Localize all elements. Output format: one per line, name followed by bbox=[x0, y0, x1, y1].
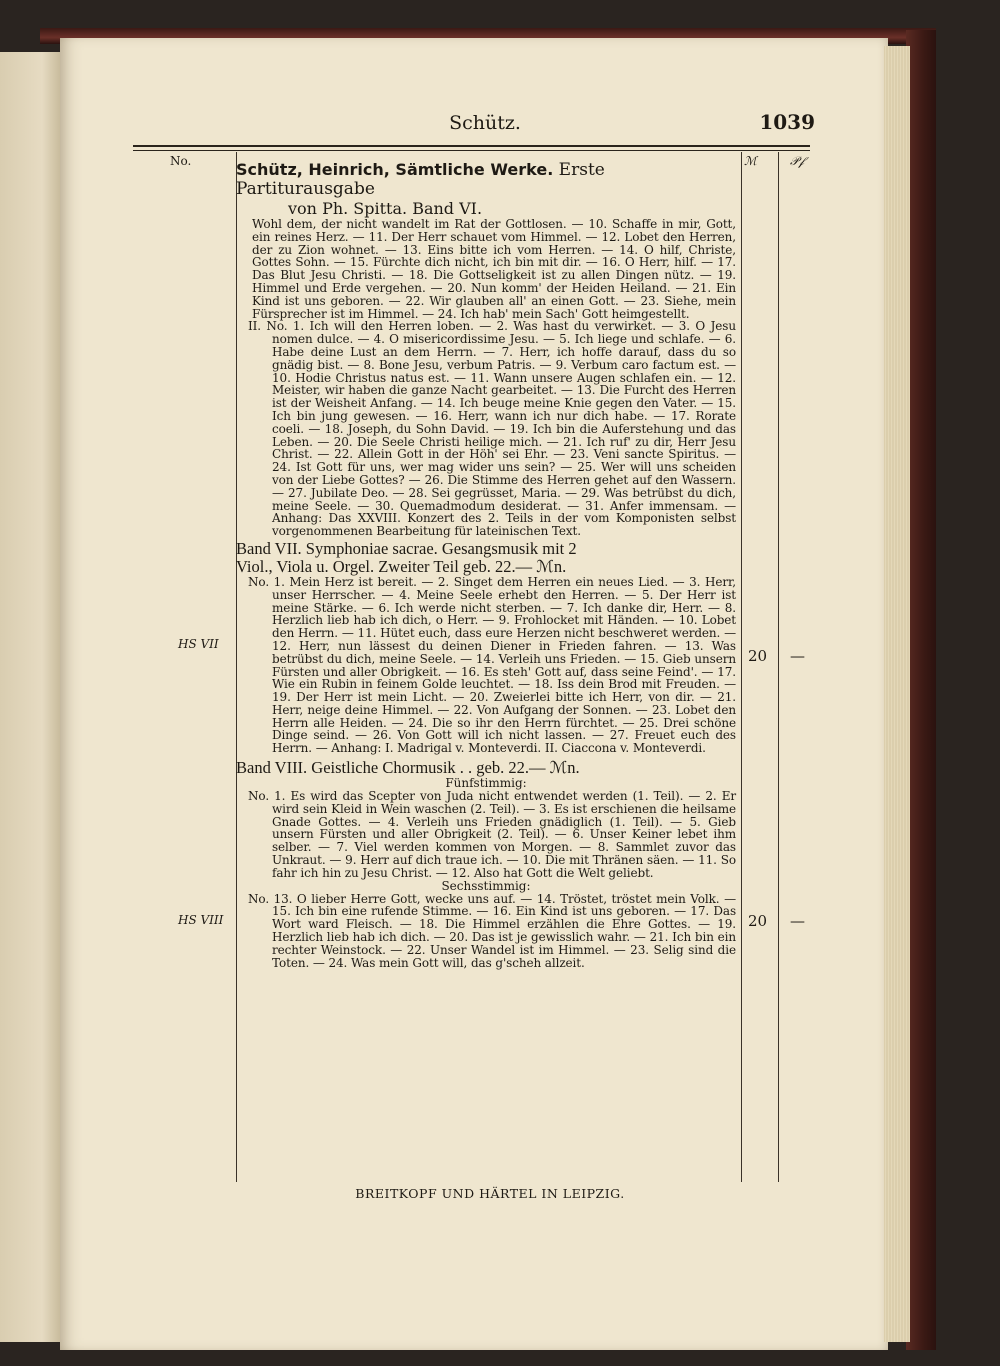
price-band8-pf: — bbox=[790, 912, 805, 930]
band6-contents-2: II. No. 1. Ich will den Herren loben. — 2. Was hast du verwirket. — 3. O Jesu nomen dulce. — 4. O misericordissime Jesu. — 5. Ich liege und schlafe. — 6. Habe deine Lust an dem Herrn. — 7. Herr, ich hoffe darauf, dass du so gnädig bist. — 8. Bone Jesu, verbum Patris. — 9. Verbum caro factum est. — 10. Hodie Christus natus est. — 11. Wann unsere Augen schlafen ein. — 12. Meister, wir haben die ganze Nacht gearbeitet. — 13. Die Furcht des Herren ist der Weisheit Anfang. — 14. Ich beuge meine Knie gegen den Vater. — 15. Ich bin jung gewesen. — 16. Herr, wann ich nur dich habe. — 17. Rorate coeli. — 18. Joseph, du Sohn David. — 19. Ich bin die Auferstehung und das Leben. — 20. Die Seele Christi heilige mich. — 21. Ich ruf' zu dir, Herr Jesu Christ. — 22. Allein Gott in der Höh' sei Ehr. — 23. Veni sancte Spiritus. — 24. Ist Gott für uns, wer mag wider uns sein? — 25. Wer will uns scheiden von der Liebe Gottes? — 26. Die Stimme des Herren gehet auf den Wassern. — 27. Jubilate Deo. — 28. Sei gegrüsset, Maria. — 29. Was betrübst du dich, meine Seele. — 30. Quemadmodum desiderat. — 31. Anfer immensam. — Anhang: Das XXVIII. Konzert des 2. Teils in der vom Komponisten selbst vorgenommenen Bearbeitung für lateinischen Text. bbox=[248, 319, 736, 539]
book-binding bbox=[906, 30, 936, 1350]
price-band8-m: 20 bbox=[748, 912, 768, 930]
band8-contents-1: No. 1. Es wird das Scepter von Juda nicht entwendet werden (1. Teil). — 2. Er wird sein Kleid in Wein waschen (2. Teil). — 3. Es ist erschienen die heilsame Gnade Gottes. — 4. Verleih uns Frieden gnädiglich (1. Teil). — 5. Gieb unsern Fürsten und aller Obrigkeit (2. Teil). — 6. Unser Keiner lebet ihm selber. — 7. Viel werden kommen von Morgen. — 8. Sammlet zuvor das Unkraut. — 9. Herr auf dich traue ich. — 10. Die mit Thränen säen. — 11. So fahr ich hin zu Jesu Christ. — 12. Also hat Gott die Welt geliebt. bbox=[248, 789, 736, 880]
entry-subtitle: von Ph. Spitta. Band VI. bbox=[288, 199, 483, 218]
band7-contents: No. 1. Mein Herz ist bereit. — 2. Singet dem Herren ein neues Lied. — 3. Herr, unser Herrscher. — 4. Meine Seele erhebt den Herren. — 5. Der Herr ist meine Stärke. — 6. Ich werde nicht sterben. — 7. Ich danke dir, Herr. — 8. Herzlich lieb hab ich dich, o Herr. — 9. Frohlocket mit Händen. — 10. Lobet den Herrn. — 11. Hütet euch, dass eure Herzen nicht beschweret werden. — 12. Herr, nun lässest du deinen Diener in Frieden fahren. — 13. Was betrübst du dich, meine Seele. — 14. Verleih uns Frieden. — 15. Gieb unsern Fürsten und aller Obrigkeit. — 16. Es steh' Gott auf, dass seine Feind'. — 17. Wie ein Rubin in feinem Golde leuchtet. — 18. Iss dein Brod mit Freuden. — 19. Der Herr ist mein Licht. — 20. Zweierlei bitte ich Herr, von dir. — 21. Herr, neige deine Himmel. — 22. Von Aufgang der Sonnen. — 23. Lobet den Herrn alle Heiden. — 24. Die so ihr den Herrn fürchtet. — 25. Drei schöne Dinge seind. — 26. Von Gott will ich nicht lassen. — 27. Freuet euch des Herrn. — Anhang: I. Madrigal v. Monteverdi. II. Ciaccona v. Monteverdi. bbox=[248, 574, 736, 756]
header-rule bbox=[133, 145, 810, 147]
column-header-no: No. bbox=[170, 154, 192, 168]
column-header-mark: ℳ bbox=[744, 154, 757, 168]
band8-title: Band VIII. Geistliche Chormusik . . geb. 22.— ℳn. bbox=[236, 758, 580, 778]
band8-five-voice: Fünfstimmig: bbox=[445, 776, 527, 791]
band7-title-line1: Band VII. Symphoniae sacrae. Gesangsmusik mit 2 bbox=[236, 538, 577, 558]
page-edges bbox=[884, 46, 910, 1342]
left-page-edge bbox=[0, 52, 60, 1342]
running-title: Schütz. bbox=[449, 112, 521, 134]
entry-title-bold: Schütz, Heinrich, Sämtliche Werke. bbox=[236, 160, 554, 179]
entry-title bbox=[236, 160, 736, 199]
band8-six-voice: Sechsstimmig: bbox=[441, 878, 531, 893]
header-rule-thin bbox=[133, 150, 810, 151]
publisher-footer: BREITKOPF UND HÄRTEL IN LEIPZIG. bbox=[355, 1186, 625, 1201]
band8-contents-2: No. 13. O lieber Herre Gott, wecke uns auf. — 14. Tröstet, tröstet mein Volk. — 15. Ich bin eine rufende Stimme. — 16. Ein Kind ist uns geboren. — 17. Das Wort ward Fleisch. — 18. Die Himmel erzählen die Ehre Gottes. — 19. Herzlich lieb hab ich dich. — 20. Das ist je gewisslich wahr. — 21. Ich bin ein rechter Weinstock. — 22. Unser Wandel ist im Himmel. — 23. Selig sind die Toten. — 24. Was mein Gott will, das g'scheh allzeit. bbox=[248, 891, 736, 970]
price-band7-m: 20 bbox=[748, 647, 768, 665]
entry-title-rest: Erste Partiturausgabe bbox=[236, 160, 605, 199]
band6-contents-1: Wohl dem, der nicht wandelt im Rat der Gottlosen. — 10. Schaffe in mir, Gott, ein reines Herz. — 11. Der Herr schauet vom Himmel. — 12. Lobet den Herren, der zu Zion wohnet. — 13. Eins bitte ich vom Herren. — 14. O hilf, Christe, Gottes Sohn. — 15. Fürchte dich nicht, ich bin mit dir. — 16. O Herr, hilf. — 17. Das Blut Jesu Christi. — 18. Die Gottseligkeit ist zu allen Dingen nütz. — 19. Himmel und Erde vergehen. — 20. Nun komm' der Heiden Heiland. — 21. Ein Kind ist uns geboren. — 22. Wir glauben all' an einen Gott. — 23. Siehe, mein Fürsprecher ist im Himmel. — 24. Ich hab' mein Sach' Gott heimgestellt. bbox=[252, 217, 736, 321]
column-divider-mark bbox=[741, 152, 742, 1182]
page-number: 1039 bbox=[759, 110, 815, 134]
label-hs-vii: HS VII bbox=[178, 637, 219, 651]
column-divider-pf bbox=[778, 152, 779, 1182]
label-hs-viii: HS VIII bbox=[178, 913, 224, 927]
column-header-pf: 𝒫𝒻 bbox=[790, 154, 805, 168]
entry-content bbox=[236, 160, 736, 969]
band7-title-line2: Viol., Viola u. Orgel. Zweiter Teil geb. 22.— ℳn. bbox=[236, 556, 567, 576]
price-band7-pf: — bbox=[790, 647, 805, 665]
